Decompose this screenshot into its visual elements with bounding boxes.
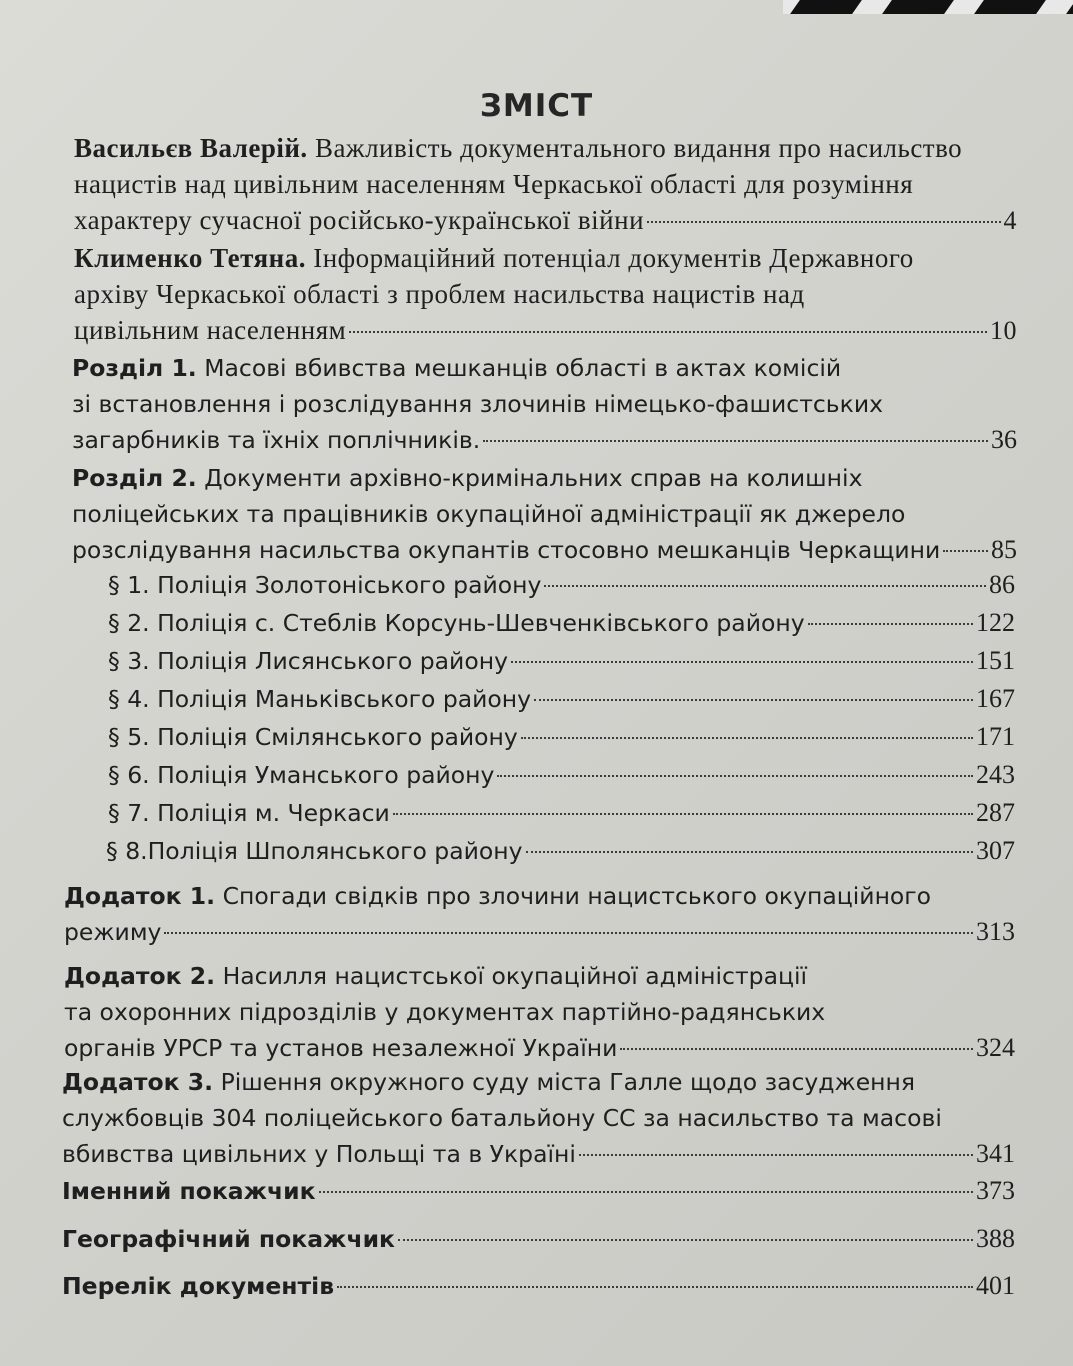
entry-author: Клименко Тетяна. [74,243,306,273]
page-title: ЗМІСТ [479,88,594,124]
toc-index-names [62,1173,1015,1209]
toc-entry-section-2 [72,460,1017,568]
page-number: 313 [976,917,1015,946]
entry-line: та охоронних підрозділів у документах партійно-радянських [64,998,826,1026]
page-number: 10 [990,316,1017,345]
entry-line: режиму [64,918,162,946]
dot-leader [521,737,973,739]
entry-line: розслідування насильства окупантів стосовно мешканців Черкащини [72,536,941,564]
subsection-title: § 6. Поліція Уманського району [108,761,495,789]
dot-leader [319,1191,973,1193]
entry-line: нацистів над цивільним населенням Черкаської області для розуміння [74,169,914,199]
toc-entry-klymenko [74,240,1017,349]
entry-line: загарбників та їхніх поплічників. [72,426,481,454]
entry-line: службовців 304 поліцейського батальйону СС за насильство та масові [62,1104,942,1132]
dot-leader [579,1154,973,1156]
entry-line: характеру сучасної російсько-української війни [74,205,645,235]
entry-line: вбивства цивільних у Польщі та в Україні [62,1140,576,1168]
entry-line: поліцейських та працівників окупаційної адміністрації як джерело [72,500,906,528]
page-number: 341 [976,1139,1015,1168]
entry-line: Насилля нацистської окупаційної адміністрації [222,962,808,990]
page-number: 287 [976,798,1015,827]
entry-author: Васильєв Валерій. [74,133,308,163]
dot-leader [349,331,987,333]
appendix-label: Додаток 2. [64,962,216,990]
dot-leader [943,550,988,552]
toc-subsection-1 [108,567,1015,603]
index-title: Перелік документів [62,1272,335,1300]
section-label: Розділ 2. [72,464,197,492]
toc-subsection-5 [108,719,1015,755]
toc-appendix-1 [64,878,1015,950]
entry-line: Спогади свідків про злочини нацистського окупаційного [222,882,932,910]
dot-leader [337,1286,973,1288]
entry-line: цивільним населенням [74,315,347,345]
subsection-title: § 2. Поліція с. Стеблів Корсунь-Шевченківського району [108,609,805,637]
dot-leader [526,851,973,853]
page-number: 86 [989,570,1015,599]
entry-line: Рішення окружного суду міста Галле щодо засудження [220,1068,916,1096]
page-number: 324 [976,1033,1015,1062]
entry-line: зі встановлення і розслідування злочинів німецько-фашистських [72,390,884,418]
entry-line: Масові вбивства мешканців області в актах комісій [204,354,842,382]
toc-subsection-7 [108,795,1015,831]
page-number: 171 [976,722,1015,751]
dot-leader [647,221,1000,223]
dot-leader [511,661,973,663]
index-title: Географічний покажчик [62,1225,395,1253]
toc-appendix-2 [64,958,1015,1066]
toc-index-geography [62,1221,1015,1257]
dot-leader [620,1048,973,1050]
page-number: 167 [976,684,1015,713]
dot-leader [497,775,973,777]
index-title: Іменний покажчик [62,1177,316,1205]
dot-leader [164,932,973,934]
page-number: 4 [1003,206,1017,235]
subsection-title: § 4. Поліція Маньківського району [108,685,532,713]
toc-entry-vasyliev [74,130,1017,239]
entry-line: органів УРСР та установ незалежної України [64,1034,618,1062]
subsection-title: § 1. Поліція Золотоніського району [108,571,542,599]
toc-subsection-4 [108,681,1015,717]
toc-subsection-2 [108,605,1015,641]
page-number: 243 [976,760,1015,789]
subsection-title: § 3. Поліція Лисянського району [108,647,508,675]
page-number: 122 [976,608,1015,637]
toc-subsection-6 [108,757,1015,793]
entry-line: Важливість документального видання про насильство [314,133,963,163]
entry-line: архіву Черкаської області з проблем насильства нацистів над [74,279,805,309]
dot-leader [534,699,973,701]
page-number: 388 [976,1224,1015,1253]
dot-leader [808,623,973,625]
dot-leader [544,585,986,587]
page-number: 373 [976,1176,1015,1205]
toc-entry-section-1 [72,350,1017,458]
dot-leader [398,1239,973,1241]
toc-subsection-3 [108,643,1015,679]
subsection-title: § 5. Поліція Смілянського району [108,723,518,751]
page-number: 401 [976,1271,1015,1300]
page-number: 36 [991,425,1017,454]
page-number: 85 [991,535,1017,564]
entry-line: Документи архівно-кримінальних справ на колишніх [204,464,863,492]
page-number: 151 [976,646,1015,675]
page-number: 307 [976,836,1015,865]
subsection-title: § 8.Поліція Шполянського району [106,837,523,865]
dot-leader [483,440,988,442]
entry-line: Інформаційний потенціал документів Державного [313,243,914,273]
toc-subsection-8 [106,833,1015,869]
dot-leader [393,813,973,815]
toc-index-documents [62,1268,1015,1304]
appendix-label: Додаток 1. [64,882,216,910]
toc-appendix-3 [62,1064,1015,1172]
subsection-title: § 7. Поліція м. Черкаси [108,799,390,827]
section-label: Розділ 1. [72,354,197,382]
appendix-label: Додаток 3. [62,1068,214,1096]
